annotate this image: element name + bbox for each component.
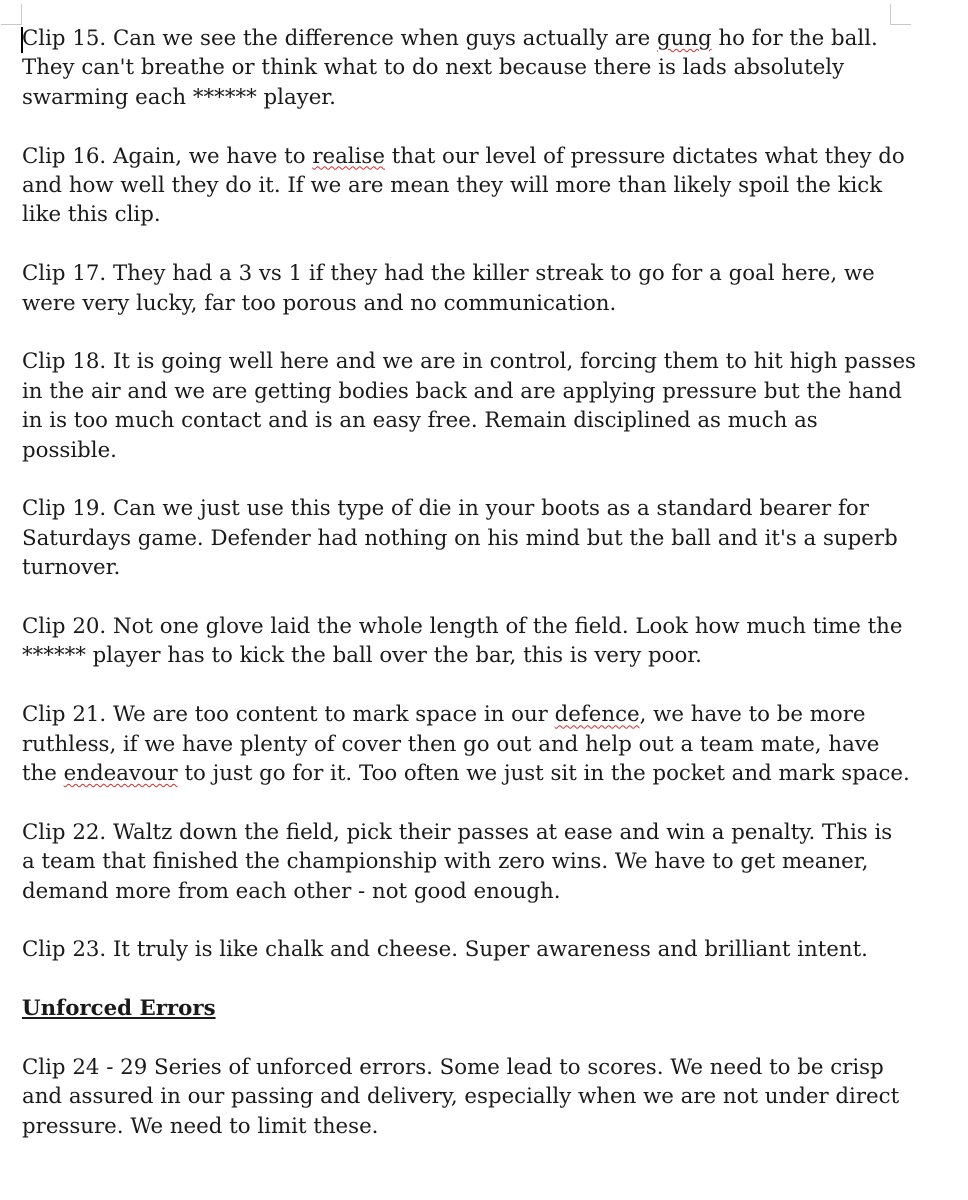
paragraph-clip-18[interactable] — [22, 347, 916, 465]
text-line: and how well they do it. If we are mean they will more than likely spoil the kick — [22, 173, 883, 199]
text-line: Clip 24 - 29 Series of unforced errors. Some lead to scores. We need to be crisp — [22, 1055, 884, 1081]
text-line: like this clip. — [22, 202, 161, 228]
margin-corner-top-left — [1, 4, 22, 25]
text-line: ****** player has to kick the ball over the bar, this is very poor. — [22, 643, 702, 669]
spelling-flagged-word[interactable]: gung — [656, 26, 712, 51]
text-line: in is too much contact and is an easy free. Remain disciplined as much as — [22, 408, 818, 434]
text-line: They can't breathe or think what to do next because there is lads absolutely — [22, 55, 845, 81]
paragraph-clip-22[interactable] — [22, 818, 902, 906]
text-line: Saturdays game. Defender had nothing on his mind but the ball and it's a superb — [22, 525, 898, 551]
text-line: Clip 19. Can we just use this type of die in your boots as a standard bearer for — [22, 496, 869, 522]
text-line: Clip 15. Can we see the difference when guys actually are gung ho for the ball. — [22, 26, 878, 51]
paragraph-clip-17[interactable] — [22, 259, 902, 318]
text-line: Clip 17. They had a 3 vs 1 if they had the killer streak to go for a goal here, we — [22, 261, 875, 287]
text-line: and assured in our passing and delivery, especially when we are not under direct — [22, 1084, 900, 1110]
paragraph-clip-24-29[interactable] — [22, 1053, 902, 1141]
section-heading-unforced-errors[interactable]: Unforced Errors — [22, 996, 216, 1022]
paragraph-clip-15[interactable] — [22, 24, 902, 112]
paragraph-clip-21[interactable] — [22, 700, 910, 788]
text-line: the endeavour to just go for it. Too often we just sit in the pocket and mark space. — [22, 761, 910, 787]
text-line: turnover. — [22, 555, 121, 581]
paragraph-clip-20[interactable] — [22, 612, 902, 671]
spelling-flagged-word[interactable]: realise — [312, 143, 385, 169]
text-line: Clip 21. We are too content to mark space in our defence, we have to be more — [22, 702, 866, 728]
text-line: possible. — [22, 437, 117, 463]
text-line: Clip 16. Again, we have to realise that our level of pressure dictates what they do — [22, 143, 905, 169]
text-line: Clip 18. It is going well here and we are in control, forcing them to hit high passes — [22, 349, 916, 375]
text-line: pressure. We need to limit these. — [22, 1113, 379, 1139]
document-body[interactable] — [22, 24, 916, 1171]
text-line: Clip 20. Not one glove laid the whole length of the field. Look how much time the — [22, 614, 903, 640]
spelling-flagged-word[interactable]: defence — [554, 702, 640, 728]
paragraph-clip-19[interactable] — [22, 494, 902, 582]
margin-corner-top-right — [890, 4, 911, 25]
text-line: ruthless, if we have plenty of cover then go out and help out a team mate, have — [22, 731, 880, 757]
text-line: demand more from each other - not good enough. — [22, 878, 561, 904]
text-line: were very lucky, far too porous and no communication. — [22, 290, 617, 316]
paragraph-clip-23[interactable] — [22, 935, 902, 964]
text-line: Clip 23. It truly is like chalk and cheese. Super awareness and brilliant intent. — [22, 937, 868, 963]
text-line: in the air and we are getting bodies back and are applying pressure but the hand — [22, 378, 902, 404]
spelling-flagged-word[interactable]: endeavour — [63, 761, 178, 787]
text-line: a team that finished the championship with zero wins. We have to get meaner, — [22, 849, 869, 875]
text-line: Clip 22. Waltz down the field, pick their passes at ease and win a penalty. This is — [22, 819, 893, 845]
text-line: swarming each ****** player. — [22, 84, 336, 110]
paragraph-clip-16[interactable] — [22, 142, 905, 230]
